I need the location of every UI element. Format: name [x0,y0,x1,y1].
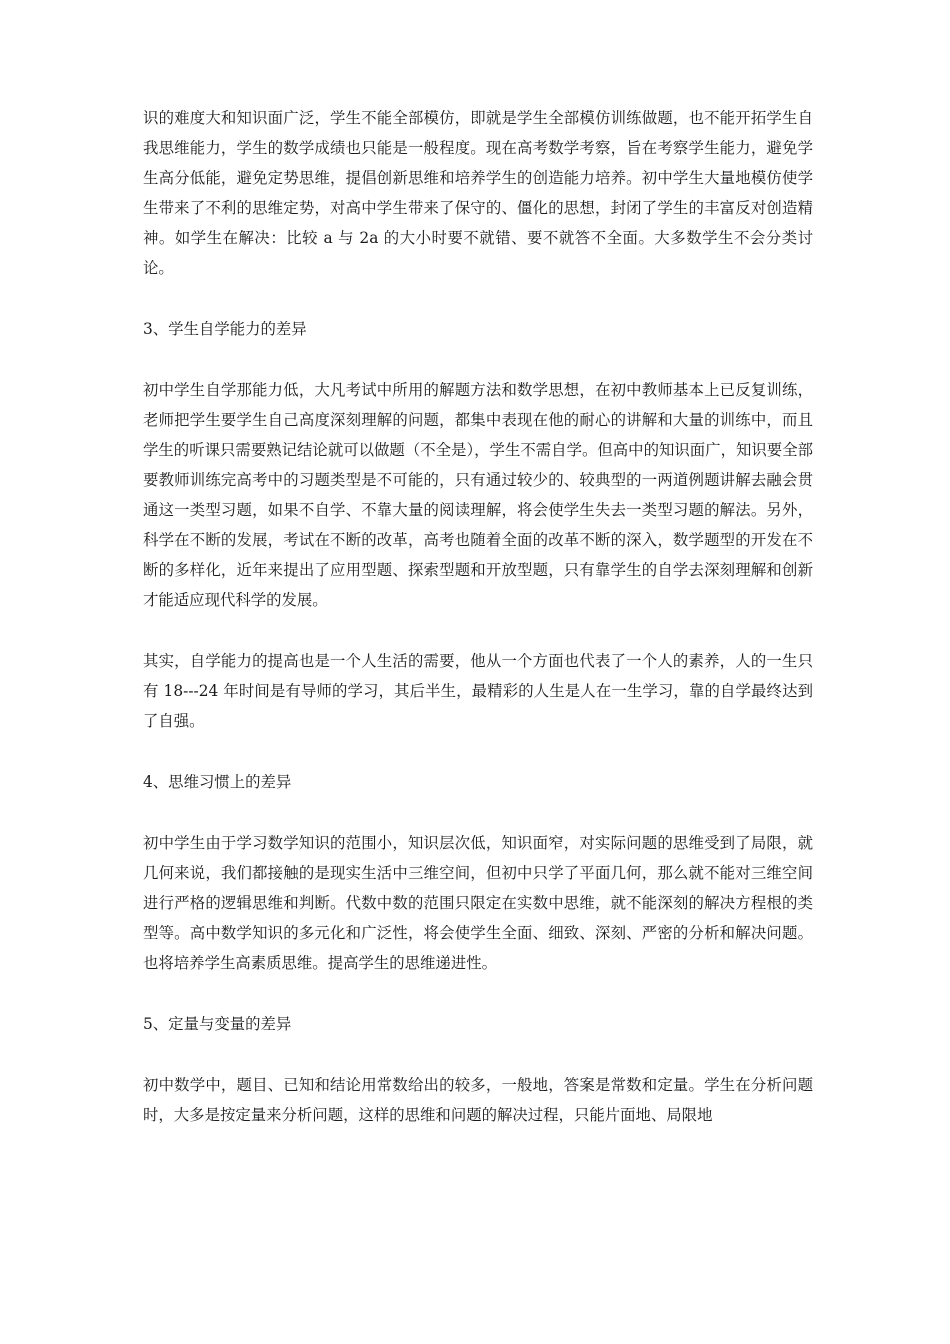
paragraph-5: 初中数学中，题目、已知和结论用常数给出的较多，一般地，答案是常数和定量。学生在分析问题时，大多是按定量来分析问题，这样的思维和问题的解决过程，只能片面地、局限地 [143,1076,813,1124]
paragraph-4: 初中学生由于学习数学知识的范围小，知识层次低，知识面窄，对实际问题的思维受到了局限，就几何来说，我们都接触的是现实生活中三维空间，但初中只学了平面几何，那么就不能对三维空间进行严格的逻辑思维和判断。代数中数的范围只限定在实数中思维，就不能深刻的解决方程根的类型等。高中数学知识的多元化和广泛性，将会使学生全面、细致、深刻、严密的分析和解决问题。也将培养学生高素质思维。提高学生的思维递进性。 [143,834,813,972]
section-heading-4: 4、思维习惯上的差异 [143,773,292,791]
paragraph-1: 识的难度大和知识面广泛，学生不能全部模仿，即就是学生全部模仿训练做题，也不能开拓学生自我思维能力，学生的数学成绩也只能是一般程度。现在高考数学考察，旨在考察学生能力，避免学生高分低能，避免定势思维，提倡创新思维和培养学生的创造能力培养。初中学生大量地模仿使学生带来了不利的思维定势，对高中学生带来了保守的、僵化的思想，封闭了学生的丰富反对创造精神。如学生在解决：比较 a 与 2a 的大小时要不就错、要不就答不全面。大多数学生不会分类讨论。 [143,109,813,277]
section-heading-5: 5、定量与变量的差异 [143,1015,292,1033]
section-heading-3: 3、学生自学能力的差异 [143,320,307,338]
paragraph-3: 其实，自学能力的提高也是一个人生活的需要，他从一个方面也代表了一个人的素养，人的一生只有 18---24 年时间是有导师的学习，其后半生，最精彩的人生是人在一生学习，靠的自学最终达到了自强。 [143,652,813,730]
document-body [143,103,813,1161]
paragraph-2: 初中学生自学那能力低，大凡考试中所用的解题方法和数学思想，在初中教师基本上已反复训练，老师把学生要学生自己高度深刻理解的问题，都集中表现在他的耐心的讲解和大量的训练中，而且学生的听课只需要熟记结论就可以做题（不全是），学生不需自学。但高中的知识面广，知识要全部要教师训练完高考中的习题类型是不可能的，只有通过较少的、较典型的一两道例题讲解去融会贯通这一类型习题，如果不自学、不靠大量的阅读理解，将会使学生失去一类型习题的解法。另外，科学在不断的发展，考试在不断的改革，高考也随着全面的改革不断的深入，数学题型的开发在不断的多样化，近年来提出了应用型题、探索型题和开放型题，只有靠学生的自学去深刻理解和创新才能适应现代科学的发展。 [143,381,813,609]
